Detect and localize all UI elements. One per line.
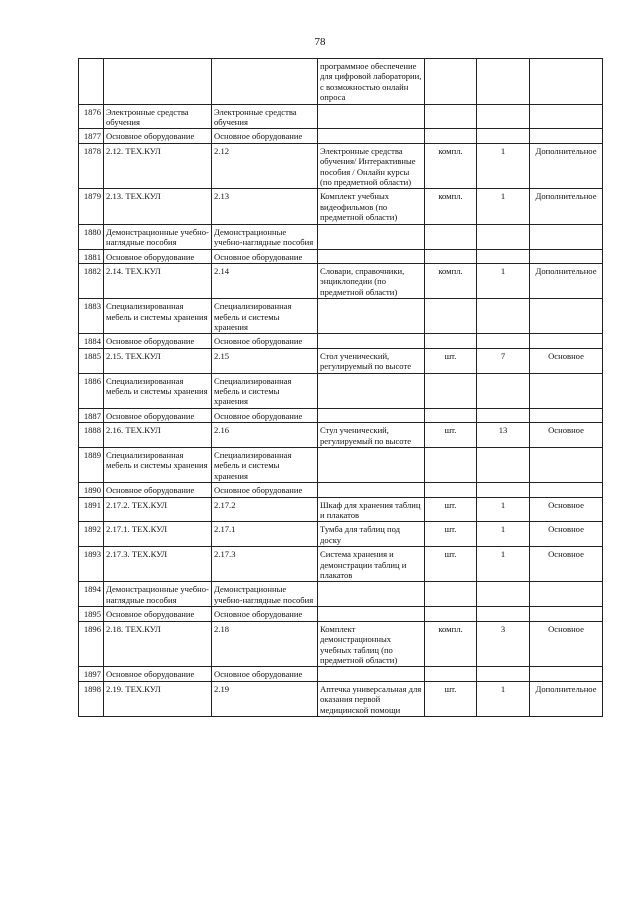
- item-unit: компл.: [425, 621, 477, 667]
- item-name: Основное оборудование: [104, 249, 212, 263]
- item-type: [530, 224, 603, 249]
- item-type: [530, 667, 603, 681]
- table-row: [79, 224, 603, 249]
- item-name: Электронные средства обучения: [104, 104, 212, 129]
- item-description: Стул ученический, регулируемый по высоте: [318, 423, 425, 448]
- item-quantity: 1: [477, 497, 530, 522]
- item-quantity: 13: [477, 423, 530, 448]
- item-unit: компл.: [425, 143, 477, 189]
- item-type: Основное: [530, 547, 603, 582]
- item-code: 2.19: [212, 681, 318, 716]
- item-unit: [425, 582, 477, 607]
- row-number: 1898: [79, 681, 104, 716]
- item-code: [212, 59, 318, 105]
- item-quantity: [477, 59, 530, 105]
- table-row: [79, 681, 603, 716]
- item-name: Основное оборудование: [104, 334, 212, 348]
- table-row: [79, 483, 603, 497]
- item-description: [318, 129, 425, 143]
- item-name: [104, 59, 212, 105]
- item-unit: компл.: [425, 263, 477, 298]
- item-description: Стол ученический, регулируемый по высоте: [318, 348, 425, 373]
- item-unit: [425, 408, 477, 422]
- item-name: Демонстрационные учебно-наглядные пособия: [104, 582, 212, 607]
- row-number: 1890: [79, 483, 104, 497]
- item-unit: шт.: [425, 423, 477, 448]
- item-quantity: [477, 448, 530, 483]
- item-type: [530, 408, 603, 422]
- item-quantity: 1: [477, 263, 530, 298]
- item-quantity: [477, 129, 530, 143]
- item-unit: шт.: [425, 497, 477, 522]
- item-name: 2.12. ТЕХ.КУЛ: [104, 143, 212, 189]
- item-unit: [425, 448, 477, 483]
- item-code: Основное оборудование: [212, 249, 318, 263]
- item-name: Основное оборудование: [104, 483, 212, 497]
- table-row: [79, 607, 603, 621]
- item-type: Основное: [530, 423, 603, 448]
- item-type: [530, 483, 603, 497]
- item-description: Шкаф для хранения таблиц и плакатов: [318, 497, 425, 522]
- row-number: 1882: [79, 263, 104, 298]
- item-unit: [425, 334, 477, 348]
- table-row: [79, 348, 603, 373]
- equipment-table: [78, 58, 603, 717]
- item-quantity: [477, 607, 530, 621]
- item-description: Тумба для таблиц под доску: [318, 522, 425, 547]
- item-unit: шт.: [425, 522, 477, 547]
- item-unit: [425, 224, 477, 249]
- item-description: [318, 299, 425, 334]
- item-unit: [425, 104, 477, 129]
- item-code: 2.14: [212, 263, 318, 298]
- item-code: Основное оборудование: [212, 129, 318, 143]
- item-name: Специализированная мебель и системы хранения: [104, 299, 212, 334]
- row-number: 1879: [79, 189, 104, 224]
- table-row: [79, 104, 603, 129]
- item-quantity: 1: [477, 681, 530, 716]
- table-row: [79, 621, 603, 667]
- table-row: [79, 299, 603, 334]
- item-unit: [425, 667, 477, 681]
- row-number: 1880: [79, 224, 104, 249]
- item-code: 2.17.1: [212, 522, 318, 547]
- table-row: [79, 547, 603, 582]
- item-name: 2.19. ТЕХ.КУЛ: [104, 681, 212, 716]
- row-number: 1883: [79, 299, 104, 334]
- item-quantity: [477, 249, 530, 263]
- item-type: [530, 373, 603, 408]
- table-row: [79, 59, 603, 105]
- item-type: Дополнительное: [530, 189, 603, 224]
- item-type: [530, 334, 603, 348]
- item-name: 2.17.3. ТЕХ.КУЛ: [104, 547, 212, 582]
- row-number: 1886: [79, 373, 104, 408]
- item-name: Демонстрационные учебно-наглядные пособия: [104, 224, 212, 249]
- row-number: 1891: [79, 497, 104, 522]
- item-unit: шт.: [425, 681, 477, 716]
- table-row: [79, 408, 603, 422]
- page-number: 78: [314, 36, 326, 48]
- item-description: [318, 483, 425, 497]
- row-number: 1877: [79, 129, 104, 143]
- item-quantity: [477, 104, 530, 129]
- item-name: Основное оборудование: [104, 408, 212, 422]
- item-unit: компл.: [425, 189, 477, 224]
- item-type: [530, 607, 603, 621]
- table-row: [79, 249, 603, 263]
- item-quantity: [477, 299, 530, 334]
- row-number: 1889: [79, 448, 104, 483]
- item-quantity: [477, 373, 530, 408]
- item-code: Основное оборудование: [212, 483, 318, 497]
- table-row: [79, 448, 603, 483]
- item-code: Демонстрационные учебно-наглядные пособия: [212, 582, 318, 607]
- item-description: программное обеспечение для цифровой лаборатории, с возможностью онлайн опроса: [318, 59, 425, 105]
- item-quantity: [477, 582, 530, 607]
- item-name: 2.15. ТЕХ.КУЛ: [104, 348, 212, 373]
- item-unit: [425, 59, 477, 105]
- table-row: [79, 497, 603, 522]
- item-unit: [425, 483, 477, 497]
- row-number: 1888: [79, 423, 104, 448]
- item-unit: [425, 129, 477, 143]
- item-code: 2.17.2: [212, 497, 318, 522]
- item-description: [318, 667, 425, 681]
- item-code: Специализированная мебель и системы хранения: [212, 448, 318, 483]
- item-type: Основное: [530, 348, 603, 373]
- row-number: 1885: [79, 348, 104, 373]
- item-type: [530, 299, 603, 334]
- table-row: [79, 189, 603, 224]
- item-code: 2.18: [212, 621, 318, 667]
- item-code: 2.12: [212, 143, 318, 189]
- item-code: Электронные средства обучения: [212, 104, 318, 129]
- table-row: [79, 129, 603, 143]
- table-body: [79, 59, 603, 717]
- row-number: 1884: [79, 334, 104, 348]
- row-number: 1895: [79, 607, 104, 621]
- item-quantity: 1: [477, 522, 530, 547]
- item-code: Специализированная мебель и системы хранения: [212, 373, 318, 408]
- item-quantity: 7: [477, 348, 530, 373]
- item-quantity: [477, 408, 530, 422]
- item-description: [318, 448, 425, 483]
- item-quantity: 1: [477, 547, 530, 582]
- item-unit: [425, 299, 477, 334]
- item-code: 2.17.3: [212, 547, 318, 582]
- table-row: [79, 522, 603, 547]
- item-description: Электронные средства обучения/ Интерактивные пособия / Онлайн курсы (по предметной области): [318, 143, 425, 189]
- item-description: Словари, справочники, энциклопедии (по предметной области): [318, 263, 425, 298]
- item-description: Аптечка универсальная для оказания первой медицинской помощи: [318, 681, 425, 716]
- item-code: 2.16: [212, 423, 318, 448]
- item-type: [530, 129, 603, 143]
- item-code: 2.13: [212, 189, 318, 224]
- row-number: 1894: [79, 582, 104, 607]
- table-row: [79, 582, 603, 607]
- item-type: [530, 249, 603, 263]
- item-quantity: 1: [477, 143, 530, 189]
- item-code: Демонстрационные учебно-наглядные пособия: [212, 224, 318, 249]
- item-description: Система хранения и демонстрации таблиц и плакатов: [318, 547, 425, 582]
- table-row: [79, 667, 603, 681]
- row-number: 1896: [79, 621, 104, 667]
- item-code: Специализированная мебель и системы хранения: [212, 299, 318, 334]
- item-description: [318, 607, 425, 621]
- item-code: Основное оборудование: [212, 607, 318, 621]
- item-type: Дополнительное: [530, 263, 603, 298]
- item-name: 2.18. ТЕХ.КУЛ: [104, 621, 212, 667]
- item-type: Основное: [530, 522, 603, 547]
- row-number: 1892: [79, 522, 104, 547]
- item-name: Основное оборудование: [104, 667, 212, 681]
- item-code: Основное оборудование: [212, 667, 318, 681]
- item-code: Основное оборудование: [212, 408, 318, 422]
- row-number: 1881: [79, 249, 104, 263]
- item-name: 2.17.2. ТЕХ.КУЛ: [104, 497, 212, 522]
- item-type: Основное: [530, 621, 603, 667]
- item-description: Комплект учебных видеофильмов (по предметной области): [318, 189, 425, 224]
- table-row: [79, 373, 603, 408]
- item-quantity: [477, 334, 530, 348]
- item-description: [318, 373, 425, 408]
- item-code: 2.15: [212, 348, 318, 373]
- table-row: [79, 263, 603, 298]
- item-name: 2.13. ТЕХ.КУЛ: [104, 189, 212, 224]
- row-number: 1893: [79, 547, 104, 582]
- row-number: 1887: [79, 408, 104, 422]
- item-quantity: 3: [477, 621, 530, 667]
- item-description: [318, 582, 425, 607]
- item-unit: [425, 373, 477, 408]
- item-code: Основное оборудование: [212, 334, 318, 348]
- item-type: [530, 59, 603, 105]
- item-quantity: [477, 224, 530, 249]
- item-quantity: 1: [477, 189, 530, 224]
- item-description: [318, 249, 425, 263]
- table-row: [79, 334, 603, 348]
- item-name: 2.14. ТЕХ.КУЛ: [104, 263, 212, 298]
- table-row: [79, 423, 603, 448]
- row-number: 1897: [79, 667, 104, 681]
- item-description: [318, 334, 425, 348]
- row-number: [79, 59, 104, 105]
- item-description: [318, 104, 425, 129]
- item-unit: шт.: [425, 547, 477, 582]
- item-name: Специализированная мебель и системы хранения: [104, 448, 212, 483]
- item-type: [530, 104, 603, 129]
- item-type: Дополнительное: [530, 143, 603, 189]
- item-name: Специализированная мебель и системы хранения: [104, 373, 212, 408]
- row-number: 1878: [79, 143, 104, 189]
- item-name: 2.16. ТЕХ.КУЛ: [104, 423, 212, 448]
- item-name: Основное оборудование: [104, 607, 212, 621]
- item-description: Комплект демонстрационных учебных таблиц (по предметной области): [318, 621, 425, 667]
- item-unit: [425, 249, 477, 263]
- row-number: 1876: [79, 104, 104, 129]
- item-unit: [425, 607, 477, 621]
- table-row: [79, 143, 603, 189]
- item-description: [318, 224, 425, 249]
- item-type: [530, 448, 603, 483]
- item-type: Основное: [530, 497, 603, 522]
- item-quantity: [477, 667, 530, 681]
- item-type: [530, 582, 603, 607]
- item-description: [318, 408, 425, 422]
- item-quantity: [477, 483, 530, 497]
- item-name: 2.17.1. ТЕХ.КУЛ: [104, 522, 212, 547]
- item-type: Дополнительное: [530, 681, 603, 716]
- item-name: Основное оборудование: [104, 129, 212, 143]
- item-unit: шт.: [425, 348, 477, 373]
